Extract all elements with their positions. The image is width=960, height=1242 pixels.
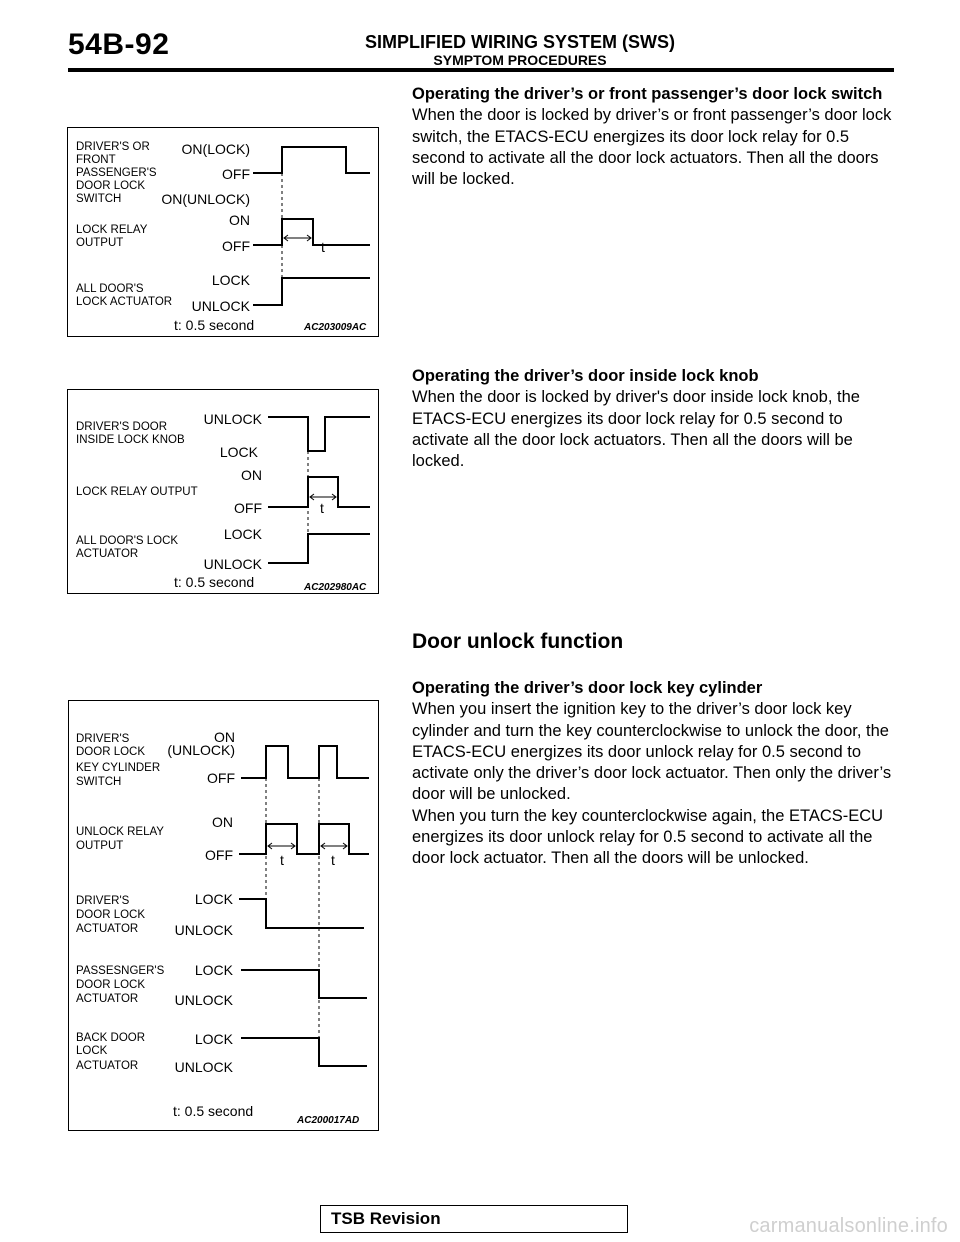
- signal-waveform: [268, 417, 370, 451]
- signal-label-line: DRIVER'S DOOR: [76, 421, 168, 433]
- figure-code: AC202980AC: [304, 582, 367, 593]
- state-label: LOCK: [194, 962, 233, 978]
- state-label: OFF: [222, 166, 250, 182]
- duration-label: t: [331, 852, 335, 868]
- signal-label-line: UNLOCK RELAY: [76, 826, 164, 838]
- signal-label-line: ALL DOOR'S LOCK: [76, 535, 179, 547]
- state-label: UNLOCK: [203, 556, 262, 572]
- signal-label-line: DOOR LOCK: [76, 909, 146, 921]
- watermark: carmanualsonline.info: [749, 1215, 948, 1237]
- state-label: OFF: [234, 500, 262, 516]
- state-label: ON: [241, 467, 262, 483]
- state-label: OFF: [207, 770, 235, 786]
- section-heading: Operating the driver’s door inside lock knob: [412, 367, 759, 385]
- signal-label-line: OUTPUT: [76, 840, 124, 852]
- signal-label-line: ACTUATOR: [76, 1060, 139, 1072]
- signal-label-line: OUTPUT: [76, 237, 124, 249]
- signal-waveform: [268, 477, 370, 507]
- state-label: ON: [229, 212, 250, 228]
- signal-label-line: KEY CYLINDER: [76, 762, 161, 774]
- state-label: ON(LOCK): [181, 141, 250, 157]
- signal-label-line: ACTUATOR: [76, 993, 139, 1005]
- figure-code: AC200017AD: [297, 1115, 360, 1126]
- state-label: UNLOCK: [203, 411, 262, 427]
- figure-caption: t: 0.5 second: [174, 317, 255, 333]
- signal-label-line: PASSESNGER'S: [76, 965, 165, 977]
- signal-label-line: ACTUATOR: [76, 548, 139, 560]
- state-label: UNLOCK: [174, 992, 233, 1008]
- signal-waveform: [268, 534, 370, 563]
- state-label: UNLOCK: [174, 1059, 233, 1075]
- timing-diagram-inside-lock-knob: [67, 389, 379, 594]
- signal-waveform: [253, 147, 370, 173]
- page-code: 54B-92: [68, 28, 170, 61]
- section-title-door-unlock: Door unlock function: [412, 630, 624, 653]
- section-paragraph: When you turn the key counterclockwise again, the ETACS-ECU energizes its door unlock relay for 0.5 second to activate all the door lock actuator. Then all the doors will be unlocked.: [412, 806, 884, 868]
- signal-label-line: LOCK ACTUATOR: [76, 296, 173, 308]
- signal-label-line: INSIDE LOCK KNOB: [76, 434, 185, 446]
- state-label: LOCK: [219, 444, 258, 460]
- state-label: ON: [214, 729, 235, 745]
- section-paragraph: When you insert the ignition key to the driver’s door lock key cylinder and turn the key counterclockwise to unlock the door, the ETACS-ECU energizes its door unlock relay for 0.5 second to activate only the driver’s door lock actuator. Then only the driver’s door will be unlocked.: [412, 700, 892, 804]
- signal-label-line: SWITCH: [76, 776, 122, 788]
- figure-caption: t: 0.5 second: [174, 574, 255, 590]
- signal-waveform: [241, 746, 369, 778]
- signal-label-line: BACK DOOR: [76, 1032, 146, 1044]
- document-subtitle: SYMPTOM PROCEDURES: [433, 52, 607, 68]
- signal-label-line: ALL DOOR'S: [76, 283, 144, 295]
- tsb-revision-box: [320, 1205, 628, 1233]
- duration-label: t: [321, 239, 325, 255]
- signal-waveform: [253, 219, 370, 245]
- signal-label-line: PASSENGER'S: [76, 167, 157, 179]
- signal-label-line: DOOR LOCK: [76, 746, 146, 758]
- duration-label: t: [320, 500, 324, 516]
- signal-waveform: [239, 899, 364, 928]
- section-paragraph: When the door is locked by driver's door inside lock knob, the ETACS-ECU energizes its door lock relay for 0.5 second to activate all the door lock actuators. Then all the doors will be locked.: [412, 388, 860, 471]
- state-label: ON: [212, 814, 233, 830]
- timing-diagram-lock-switch: [67, 127, 379, 337]
- state-label: UNLOCK: [191, 298, 250, 314]
- state-label: OFF: [222, 238, 250, 254]
- timing-diagram-key-cylinder: [68, 700, 379, 1131]
- section-lock-switch: [412, 84, 900, 190]
- duration-label: t: [280, 852, 284, 868]
- signal-label-line: LOCK RELAY: [76, 224, 148, 236]
- signal-label-line: ACTUATOR: [76, 923, 139, 935]
- section-key-cylinder: [412, 678, 900, 870]
- header-rule: [68, 68, 894, 72]
- figure-code: AC203009AC: [304, 322, 367, 333]
- signal-label-line: FRONT: [76, 154, 116, 166]
- section-heading: Operating the driver’s or front passenger’s door lock switch: [412, 85, 883, 103]
- state-label: LOCK: [194, 891, 233, 907]
- state-label: (UNLOCK): [167, 742, 235, 758]
- section-paragraph: When the door is locked by driver’s or front passenger’s door lock switch, the ETACS-ECU energizes its door lock relay for 0.5 second to activate all the door lock actuators. Then all the doors will be locked.: [412, 106, 892, 189]
- signal-label-line: LOCK: [76, 1045, 108, 1057]
- signal-waveform: [241, 1038, 367, 1066]
- section-heading: Operating the driver’s door lock key cylinder: [412, 679, 763, 697]
- signal-label-line: LOCK RELAY OUTPUT: [76, 486, 198, 498]
- document-title: SIMPLIFIED WIRING SYSTEM (SWS): [365, 32, 675, 52]
- signal-label-line: DRIVER'S: [76, 895, 130, 907]
- signal-label-line: SWITCH: [76, 193, 122, 205]
- state-label: LOCK: [223, 526, 262, 542]
- signal-label-line: DRIVER'S: [76, 733, 130, 745]
- state-label: LOCK: [211, 272, 250, 288]
- tsb-revision-label: TSB Revision: [331, 1209, 441, 1228]
- state-label: LOCK: [194, 1031, 233, 1047]
- signal-waveform: [253, 278, 370, 305]
- state-label: ON(UNLOCK): [161, 191, 250, 207]
- signal-waveform: [241, 970, 367, 998]
- state-label: OFF: [205, 847, 233, 863]
- state-label: UNLOCK: [174, 922, 233, 938]
- signal-label-line: DRIVER'S OR: [76, 141, 150, 153]
- figure-caption: t: 0.5 second: [173, 1103, 254, 1119]
- signal-waveform: [239, 824, 369, 854]
- signal-label-line: DOOR LOCK: [76, 979, 146, 991]
- section-inside-lock-knob: [412, 366, 900, 472]
- signal-label-line: DOOR LOCK: [76, 180, 146, 192]
